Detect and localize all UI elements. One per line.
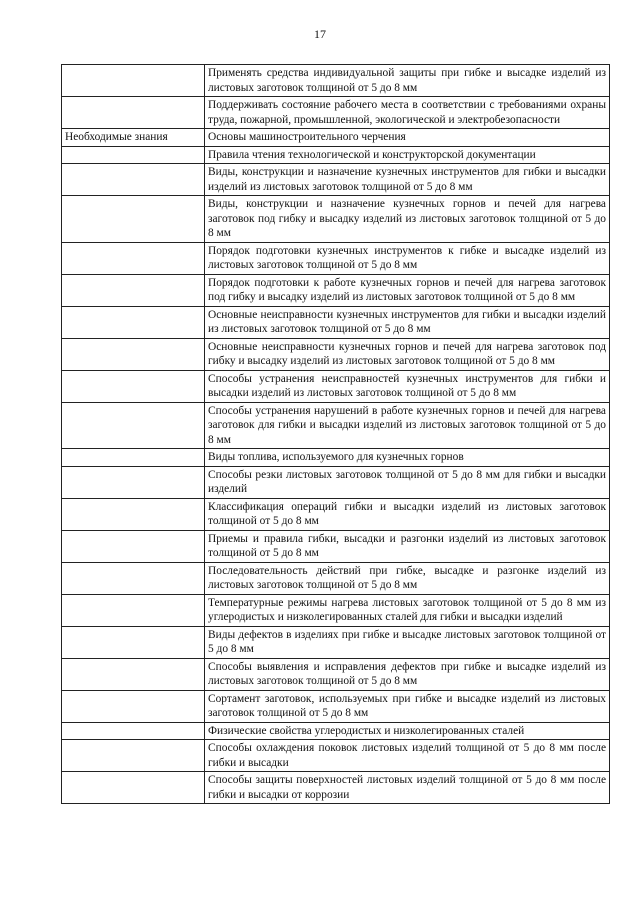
empty-label-cell	[62, 164, 205, 196]
empty-label-cell	[62, 690, 205, 722]
table-row	[62, 164, 610, 196]
empty-label-cell	[62, 772, 205, 804]
table-row	[62, 196, 610, 243]
empty-label-cell	[62, 740, 205, 772]
table-cell: Порядок подготовки к работе кузнечных горнов и печей для нагрева заготовок под гибку и высадку изделий из листовых заготовок толщиной от 5 до 8 мм	[205, 274, 610, 306]
table-row	[62, 626, 610, 658]
table-row	[62, 129, 610, 147]
table-cell: Виды топлива, используемого для кузнечных горнов	[205, 449, 610, 467]
empty-label-cell	[62, 370, 205, 402]
table-row	[62, 658, 610, 690]
table-row	[62, 772, 610, 804]
table-cell: Виды, конструкции и назначение кузнечных инструментов для гибки и высадки изделий из листовых заготовок толщиной от 5 до 8 мм	[205, 164, 610, 196]
empty-label-cell	[62, 65, 205, 97]
table-cell: Порядок подготовки кузнечных инструментов к гибке и высадке изделий из листовых заготовок толщиной от 5 до 8 мм	[205, 242, 610, 274]
empty-label-cell	[62, 338, 205, 370]
empty-label-cell	[62, 594, 205, 626]
table-row	[62, 594, 610, 626]
table-row	[62, 466, 610, 498]
empty-label-cell	[62, 658, 205, 690]
empty-label-cell	[62, 722, 205, 740]
table-cell: Способы устранения нарушений в работе кузнечных горнов и печей для нагрева заготовок для гибки и высадки изделий из листовых заготовок толщиной от 5 до 8 мм	[205, 402, 610, 449]
empty-label-cell	[62, 562, 205, 594]
table-row	[62, 449, 610, 467]
table-cell: Применять средства индивидуальной защиты при гибке и высадке изделий из листовых заготовок толщиной от 5 до 8 мм	[205, 65, 610, 97]
empty-label-cell	[62, 196, 205, 243]
table-cell: Основы машиностроительного черчения	[205, 129, 610, 147]
table-cell: Способы устранения неисправностей кузнечных инструментов для гибки и высадки изделий из листовых заготовок толщиной от 5 до 8 мм	[205, 370, 610, 402]
table-cell: Приемы и правила гибки, высадки и разгонки изделий из листовых заготовок толщиной от 5 до 8 мм	[205, 530, 610, 562]
table-row	[62, 65, 610, 97]
empty-label-cell	[62, 402, 205, 449]
table-cell: Основные неисправности кузнечных инструментов для гибки и высадки изделий из листовых заготовок толщиной от 5 до 8 мм	[205, 306, 610, 338]
table-row	[62, 97, 610, 129]
table-cell: Последовательность действий при гибке, высадке и разгонке изделий из листовых заготовок толщиной от 5 до 8 мм	[205, 562, 610, 594]
table-row	[62, 530, 610, 562]
table-row	[62, 402, 610, 449]
table-cell: Сортамент заготовок, используемых при гибке и высадке изделий из листовых заготовок толщиной от 5 до 8 мм	[205, 690, 610, 722]
table-cell: Способы охлаждения поковок листовых изделий толщиной от 5 до 8 мм после гибки и высадки	[205, 740, 610, 772]
empty-label-cell	[62, 530, 205, 562]
empty-label-cell	[62, 449, 205, 467]
knowledge-table	[61, 64, 610, 804]
table-row	[62, 370, 610, 402]
empty-label-cell	[62, 97, 205, 129]
table-cell: Правила чтения технологической и конструкторской документации	[205, 146, 610, 164]
table-row	[62, 740, 610, 772]
table-cell: Поддерживать состояние рабочего места в соответствии с требованиями охраны труда, пожарной, промышленной, экологической и электробезопасности	[205, 97, 610, 129]
empty-label-cell	[62, 498, 205, 530]
table-cell: Температурные режимы нагрева листовых заготовок толщиной от 5 до 8 мм из углеродистых и низколегированных сталей для гибки и высадки изделий	[205, 594, 610, 626]
empty-label-cell	[62, 274, 205, 306]
table-cell: Виды дефектов в изделиях при гибке и высадке листовых заготовок толщиной от 5 до 8 мм	[205, 626, 610, 658]
table-row	[62, 306, 610, 338]
table-body	[62, 65, 610, 804]
table-cell: Способы защиты поверхностей листовых изделий толщиной от 5 до 8 мм после гибки и высадки от коррозии	[205, 772, 610, 804]
page-number: 17	[314, 27, 326, 41]
table-row	[62, 722, 610, 740]
table-row	[62, 562, 610, 594]
table-cell: Способы выявления и исправления дефектов при гибке и высадке изделий из листовых заготовок толщиной от 5 до 8 мм	[205, 658, 610, 690]
empty-label-cell	[62, 626, 205, 658]
empty-label-cell	[62, 146, 205, 164]
table-cell: Основные неисправности кузнечных горнов и печей для нагрева заготовок под гибку и высадку изделий из листовых заготовок толщиной от 5 до 8 мм	[205, 338, 610, 370]
empty-label-cell	[62, 242, 205, 274]
table-row	[62, 690, 610, 722]
table-row	[62, 498, 610, 530]
knowledge-label: Необходимые знания	[62, 129, 205, 147]
table-cell: Виды, конструкции и назначение кузнечных горнов и печей для нагрева заготовок под гибку и высадку изделий из листовых заготовок толщиной от 5 до 8 мм	[205, 196, 610, 243]
empty-label-cell	[62, 466, 205, 498]
empty-label-cell	[62, 306, 205, 338]
table-cell: Классификация операций гибки и высадки изделий из листовых заготовок толщиной от 5 до 8 мм	[205, 498, 610, 530]
table-row	[62, 146, 610, 164]
table-cell: Физические свойства углеродистых и низколегированных сталей	[205, 722, 610, 740]
table-row	[62, 338, 610, 370]
table-row	[62, 242, 610, 274]
table-row	[62, 274, 610, 306]
table-cell: Способы резки листовых заготовок толщиной от 5 до 8 мм для гибки и высадки изделий	[205, 466, 610, 498]
